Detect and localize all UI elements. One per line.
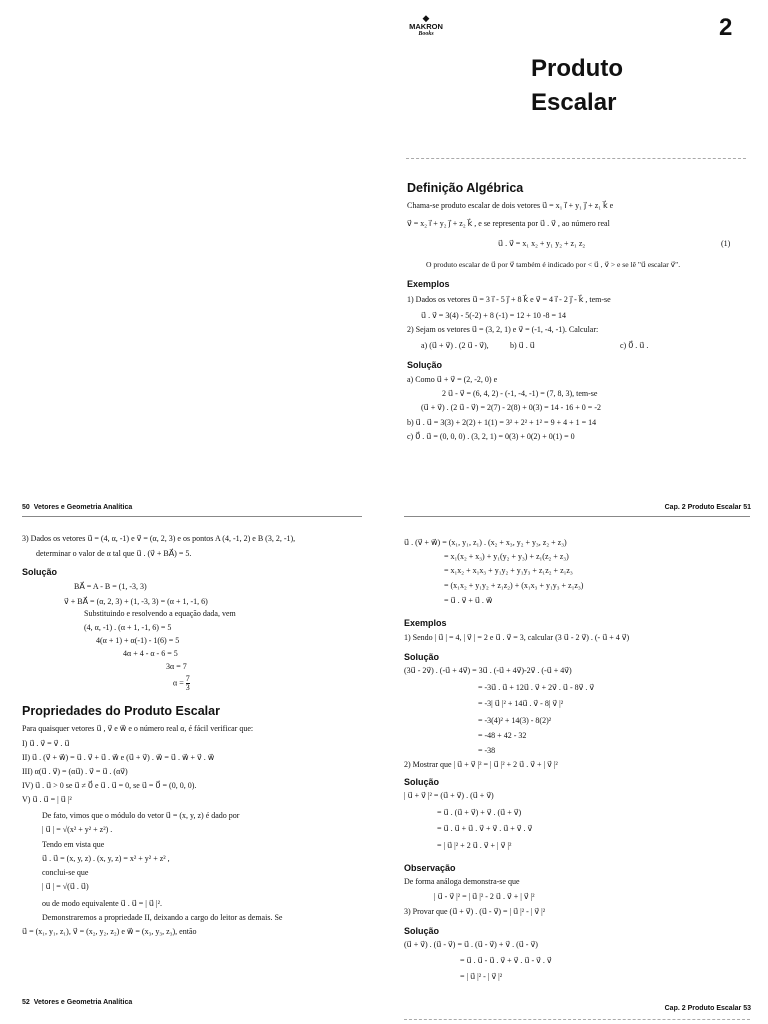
- examples-heading: Exemplos: [407, 279, 450, 289]
- text-line: De fato, vimos que o módulo do vetor u⃗ = (x, y, z) é dado por: [42, 811, 240, 820]
- math-line: = x₁(x₂ + x₃) + y₁(y₂ + y₃) + z₁(z₂ + z₃): [444, 552, 569, 561]
- equation-number: (1): [721, 239, 731, 248]
- math-line: (3u⃗ - 2v⃗) . (-u⃗ + 4v⃗) = 3u⃗ . (-u⃗ + 4v⃗)-2v⃗ . (-u⃗ + 4v⃗): [404, 666, 572, 675]
- math-line: = -48 + 42 - 32: [478, 731, 527, 740]
- running-head-right: Cap. 2 Produto Escalar 51: [664, 504, 751, 511]
- math-line: = x₁x₂ + x₁x₃ + y₁y₂ + y₁y₃ + z₁z₂ + z₁z₃: [444, 566, 573, 575]
- math-line: u⃗ . u⃗ = (x, y, z) . (x, y, z) = x² + y² + z² ,: [42, 854, 170, 863]
- chapter-number: 2: [719, 14, 733, 41]
- example-2: 2) Sejam os vetores u⃗ = (3, 2, 1) e v⃗ = (-1, -4, -1). Calcular:: [407, 325, 599, 334]
- header-rule: [404, 516, 750, 517]
- publisher-name: MAKRON: [409, 22, 443, 31]
- text-line: Chama-se produto escalar de dois vetores u⃗ = x₁ i⃗ + y₁ j⃗ + z₁ k⃗ e: [407, 201, 614, 210]
- footer-rule: [404, 1019, 750, 1020]
- math-line: = -3(4)² + 14(3) - 8(2)²: [478, 716, 552, 725]
- observation-heading: Observação: [404, 863, 456, 873]
- running-head-left: [22, 504, 132, 511]
- math-line: u⃗ . (v⃗ + w⃗) = (x₁, y₁, z₁) . (x₂ + x₃, y₂ + y₃, z₂ + z₃): [404, 538, 567, 547]
- solution-line: b) u⃗ . u⃗ = 3(3) + 2(2) + 1(1) = 3² + 2² + 1² = 9 + 4 + 1 = 14: [407, 418, 597, 427]
- example-2a: a) (u⃗ + v⃗) . (2 u⃗ - v⃗),: [421, 341, 489, 350]
- math-line: = -3| u⃗ |² + 14u⃗ . v⃗ - 8| v⃗ |²: [478, 699, 564, 708]
- text-line: conclui-se que: [42, 868, 89, 877]
- math-line: | u⃗ | = √(u⃗ . u⃗): [42, 882, 89, 891]
- fraction-numerator: 7: [185, 674, 190, 683]
- example-2: 2) Mostrar que | u⃗ + v⃗ |² = | u⃗ |² + 2 u⃗ . v⃗ + | v⃗ |²: [404, 760, 558, 769]
- publisher-logo: [406, 14, 446, 38]
- book-title: Vetores e Geometria Analítica: [33, 504, 133, 511]
- examples-heading: Exemplos: [404, 618, 447, 628]
- math-line: | u⃗ | = √(x² + y² + z²) .: [42, 825, 113, 834]
- math-line: = u⃗ . u⃗ + u⃗ . v⃗ + v⃗ . u⃗ + v⃗ . v⃗: [437, 824, 533, 833]
- example-2c: c) 0⃗ . u⃗ .: [620, 341, 649, 350]
- text-line: ou de modo equivalente u⃗ . u⃗ = | u⃗ |².: [42, 899, 162, 908]
- math-line: | u⃗ - v⃗ |² = | u⃗ |² - 2 u⃗ . v⃗ + | v⃗ |²: [434, 892, 535, 901]
- math-line: = | u⃗ |² - | v⃗ |²: [460, 972, 503, 981]
- page-number: 52: [22, 999, 30, 1006]
- solution-heading: Solução: [404, 777, 440, 787]
- page-number: 50: [22, 504, 30, 511]
- math-line: v⃗ + BA⃗ = (α, 2, 3) + (1, -3, 3) = (α + 1, -1, 6): [64, 597, 208, 606]
- page-50: [0, 504, 384, 1024]
- solution-heading: Solução: [407, 360, 443, 370]
- math-line: = (x₁x₂ + y₁y₂ + z₁z₂) + (x₁x₃ + y₁y₃ + z₁z₃): [444, 581, 584, 590]
- example-1: 1) Sendo | u⃗ | = 4, | v⃗ | = 2 e u⃗ . v⃗ = 3, calcular (3 u⃗ - 2 v⃗) . (- u⃗ + 4 v⃗): [404, 633, 630, 642]
- equation-1: u⃗ . v⃗ = x₁ x₂ + y₁ y₂ + z₁ z₂: [498, 239, 586, 248]
- math-line: = u⃗ . v⃗ + u⃗ . w⃗: [444, 596, 493, 605]
- property-III: III) α(u⃗ . v⃗) = (αu⃗) . v⃗ = u⃗ . (αv⃗): [22, 767, 128, 776]
- math-line: = -3u⃗ . u⃗ + 12u⃗ . v⃗ + 2v⃗ . u⃗ - 8v⃗ . v⃗: [478, 683, 595, 692]
- solution-heading: Solução: [22, 567, 58, 577]
- book-title: Vetores e Geometria Analítica: [33, 999, 133, 1006]
- example-1: 1) Dados os vetores u⃗ = 3 i⃗ - 5 j⃗ + 8 k⃗ e v⃗ = 4 i⃗ - 2 j⃗ - k⃗ , tem-se: [407, 295, 611, 304]
- chapter-title-line2: Escalar: [531, 89, 617, 116]
- math-line: = -38: [478, 746, 496, 755]
- publisher-sub: Books: [418, 31, 434, 37]
- page-blank-left: [0, 0, 384, 512]
- running-foot-left: [22, 999, 132, 1006]
- math-line: Substituindo e resolvendo a equação dada, vem: [84, 609, 236, 618]
- text-line: 3) Dados os vetores u⃗ = (4, α, -1) e v⃗ = (α, 2, 3) e os pontos A (4, -1, 2) e B (3, 2, -1),: [22, 534, 296, 543]
- solution-line: a) Como u⃗ + v⃗ = (2, -2, 0) e: [407, 375, 498, 384]
- math-line: 3α = 7: [166, 662, 187, 671]
- math-line: | u⃗ + v⃗ |² = (u⃗ + v⃗) . (u⃗ + v⃗): [404, 791, 494, 800]
- text-line: O produto escalar de u⃗ por v⃗ também é indicado por < u⃗ , v⃗ > e se lê "u⃗ escalar v⃗".: [426, 260, 681, 269]
- property-I: I) u⃗ . v⃗ = v⃗ . u⃗: [22, 739, 70, 748]
- solution-heading: Solução: [404, 926, 440, 936]
- logo-glyph: ◆: [422, 13, 430, 23]
- solution-line: c) 0⃗ . u⃗ = (0, 0, 0) . (3, 2, 1) = 0(3) + 0(2) + 0(1) = 0: [407, 432, 575, 441]
- math-line: = | u⃗ |² + 2 u⃗ . v⃗ + | v⃗ |²: [437, 841, 512, 850]
- fraction-line: [173, 675, 190, 692]
- solution-line: (u⃗ + v⃗) . (2 u⃗ - v⃗) = 2(7) - 2(8) + 0(3) = 14 - 16 + 0 = -2: [421, 403, 601, 412]
- example-2b: b) u⃗ . u⃗: [510, 341, 535, 350]
- math-line: (4, α, -1) . (α + 1, -1, 6) = 5: [84, 623, 172, 632]
- fraction: [186, 675, 190, 692]
- example-1-result: u⃗ . v⃗ = 3(4) - 5(-2) + 8 (-1) = 12 + 10 -8 = 14: [421, 311, 567, 320]
- page-chapter-opener: [384, 0, 768, 512]
- chapter-title-line1: Produto: [531, 55, 623, 82]
- math-line: (u⃗ + v⃗) . (u⃗ - v⃗) = u⃗ . (u⃗ - v⃗) + v⃗ . (u⃗ - v⃗): [404, 940, 538, 949]
- example-3: 3) Provar que (u⃗ + v⃗) . (u⃗ - v⃗) = | u⃗ |² - | v⃗ |²: [404, 907, 546, 916]
- math-line: 4(α + 1) + α(-1) - 1(6) = 5: [96, 636, 180, 645]
- math-line: = u⃗ . u⃗ - u⃗ . v⃗ + v⃗ . u⃗ - v⃗ . v⃗: [460, 956, 552, 965]
- math-line: 4α + 4 - α - 6 = 5: [123, 649, 178, 658]
- section-heading-definicao: Definição Algébrica: [407, 181, 524, 195]
- property-IV: IV) u⃗ . u⃗ > 0 se u⃗ ≠ 0⃗ e u⃗ . u⃗ = 0, se u⃗ = 0⃗ = (0, 0, 0).: [22, 781, 197, 790]
- solution-line: 2 u⃗ - v⃗ = (6, 4, 2) - (-1, -4, -1) = (7, 8, 3), tem-se: [442, 389, 598, 398]
- divider: [406, 158, 746, 159]
- text-line: u⃗ = (x₁, y₁, z₁), v⃗ = (x₂, y₂, z₂) e w⃗ = (x₃, y₃, z₃), então: [22, 927, 197, 936]
- section-heading-propriedades: Propriedades do Produto Escalar: [22, 704, 220, 718]
- text-line: Demonstraremos a propriedade II, deixando a cargo do leitor as demais. Se: [42, 913, 283, 922]
- page-51: [384, 504, 768, 1024]
- running-foot-right: Cap. 2 Produto Escalar 53: [664, 1005, 751, 1012]
- math-line: BA⃗ = A - B = (1, -3, 3): [74, 582, 147, 591]
- solution-heading: Solução: [404, 652, 440, 662]
- text-line: De forma análoga demonstra-se que: [404, 877, 520, 886]
- header-rule: [22, 516, 362, 517]
- text-line: Para quaisquer vetores u⃗ , v⃗ e w⃗ e o número real α, é fácil verificar que:: [22, 724, 254, 733]
- fraction-denominator: 3: [185, 683, 190, 692]
- text-line: determinar o valor de α tal que u⃗ . (v⃗ + BA⃗) = 5.: [36, 549, 192, 558]
- text-line: v⃗ = x₂ i⃗ + y₂ j⃗ + z₂ k⃗ , e se representa por u⃗ . v⃗ , ao número real: [407, 219, 610, 228]
- alpha-equals: α =: [173, 678, 184, 688]
- property-II: II) u⃗ . (v⃗ + w⃗) = u⃗ . v⃗ + u⃗ . w⃗ e (u⃗ + v⃗) . w⃗ = u⃗ . w⃗ + v⃗ . w⃗: [22, 753, 215, 762]
- text-line: Tendo em vista que: [42, 840, 105, 849]
- property-V: V) u⃗ . u⃗ = | u⃗ |²: [22, 795, 72, 804]
- math-line: = u⃗ . (u⃗ + v⃗) + v⃗ . (u⃗ + v⃗): [437, 808, 522, 817]
